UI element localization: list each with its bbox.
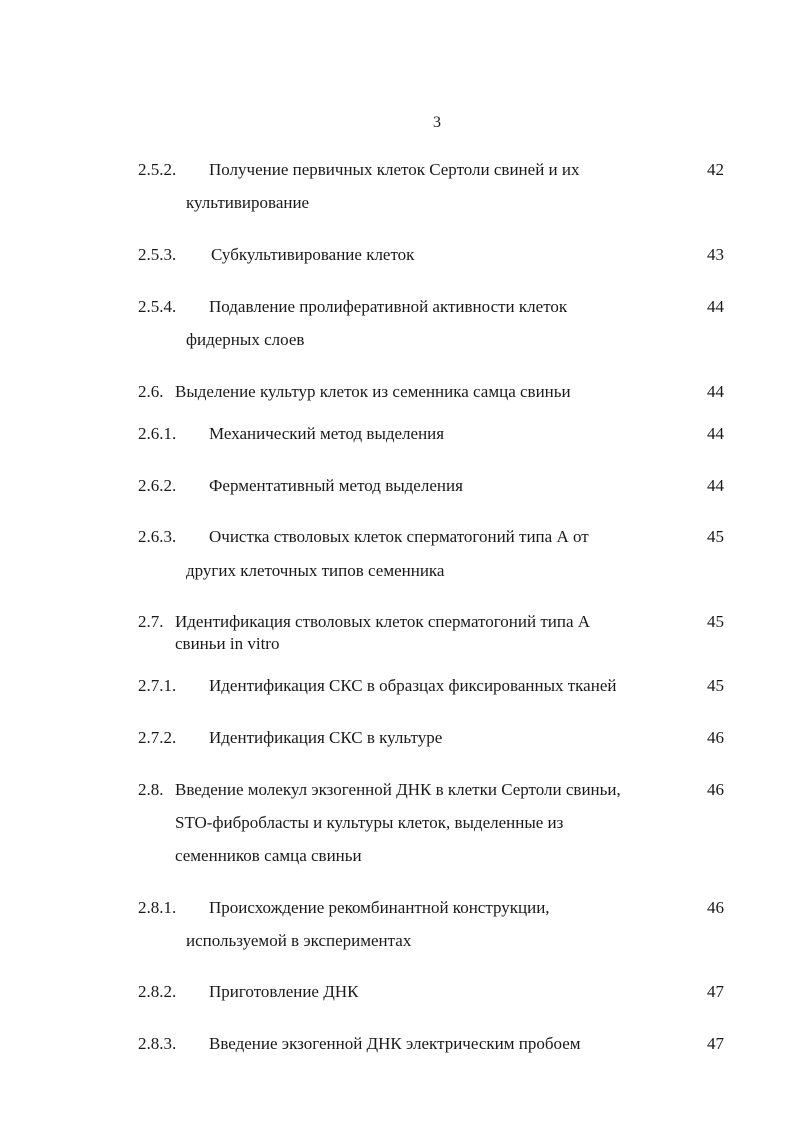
toc-entry-title: Получение первичных клеток Сертоли свиней и их [209, 160, 580, 179]
toc-entry-title-continuation: фидерных слоев [186, 330, 305, 349]
toc-entry-title: Механический метод выделения [209, 424, 445, 443]
toc-entry-title: Идентификация СКС в образцах фиксированных тканей [209, 676, 617, 695]
toc-entry-number: 2.5.2. [138, 160, 177, 179]
toc-entry-page: 47 [707, 1034, 724, 1053]
toc-entry-title: Приготовление ДНК [209, 982, 359, 1001]
toc-entry-page: 44 [707, 424, 724, 443]
toc-entry-page: 46 [707, 898, 724, 917]
toc-entry-title-continuation: семенников самца свиньи [175, 846, 362, 865]
toc-entry-page: 44 [707, 382, 724, 401]
toc-entry-page: 44 [707, 476, 724, 495]
toc-entry-title: Ферментативный метод выделения [209, 476, 463, 495]
toc-entry-number: 2.6.3. [138, 527, 177, 546]
toc-entry-number: 2.7.1. [138, 676, 177, 695]
toc-entry-title: Очистка стволовых клеток сперматогоний типа А от [209, 527, 589, 546]
toc-entry-number: 2.6.2. [138, 476, 177, 495]
toc-entry-number: 2.5.3. [138, 245, 177, 264]
toc-entry-page: 45 [707, 676, 724, 695]
toc-entry-page: 46 [707, 780, 724, 799]
toc-entry-page: 45 [707, 527, 724, 546]
toc-entry-number: 2.8. [138, 780, 164, 799]
toc-entry-title: Субкультивирование клеток [211, 245, 415, 264]
toc-entry-number: 2.8.2. [138, 982, 177, 1001]
toc-entry-title: Подавление пролиферативной активности клеток [209, 297, 568, 316]
toc-entry-title-continuation: культивирование [186, 193, 310, 212]
toc-entry-title: Выделение культур клеток из семенника самца свиньи [175, 382, 571, 401]
toc-entry-page: 42 [707, 160, 724, 179]
toc-entry-title: Введение молекул экзогенной ДНК в клетки Сертоли свиньи, [175, 780, 621, 799]
toc-entry-number: 2.6.1. [138, 424, 177, 443]
toc-entry-title-continuation: свиньи in vitro [175, 634, 280, 653]
toc-entry-number: 2.6. [138, 382, 164, 401]
toc-entry-title-continuation: других клеточных типов семенника [186, 561, 445, 580]
toc-entry-number: 2.5.4. [138, 297, 177, 316]
toc-entry-page: 46 [707, 728, 724, 747]
toc-entry-title-continuation: используемой в экспериментах [186, 931, 412, 950]
toc-entry-page: 43 [707, 245, 724, 264]
toc-entry-title-continuation: STO-фибробласты и культуры клеток, выделенные из [175, 813, 564, 832]
toc-entry-title: Введение экзогенной ДНК электрическим пробоем [209, 1034, 581, 1053]
toc-entry-title: Идентификация стволовых клеток сперматогоний типа А [175, 612, 591, 631]
page-number: 3 [433, 114, 441, 131]
toc-entry-number: 2.7. [138, 612, 164, 631]
toc-entry-title: Идентификация СКС в культуре [209, 728, 443, 747]
toc-entry-number: 2.7.2. [138, 728, 177, 747]
toc-entry-page: 44 [707, 297, 724, 316]
toc-entry-number: 2.8.3. [138, 1034, 177, 1053]
toc-entry-page: 45 [707, 612, 724, 631]
toc-entry-page: 47 [707, 982, 724, 1001]
toc-entry-title: Происхождение рекомбинантной конструкции, [209, 898, 550, 917]
toc-entry-number: 2.8.1. [138, 898, 177, 917]
